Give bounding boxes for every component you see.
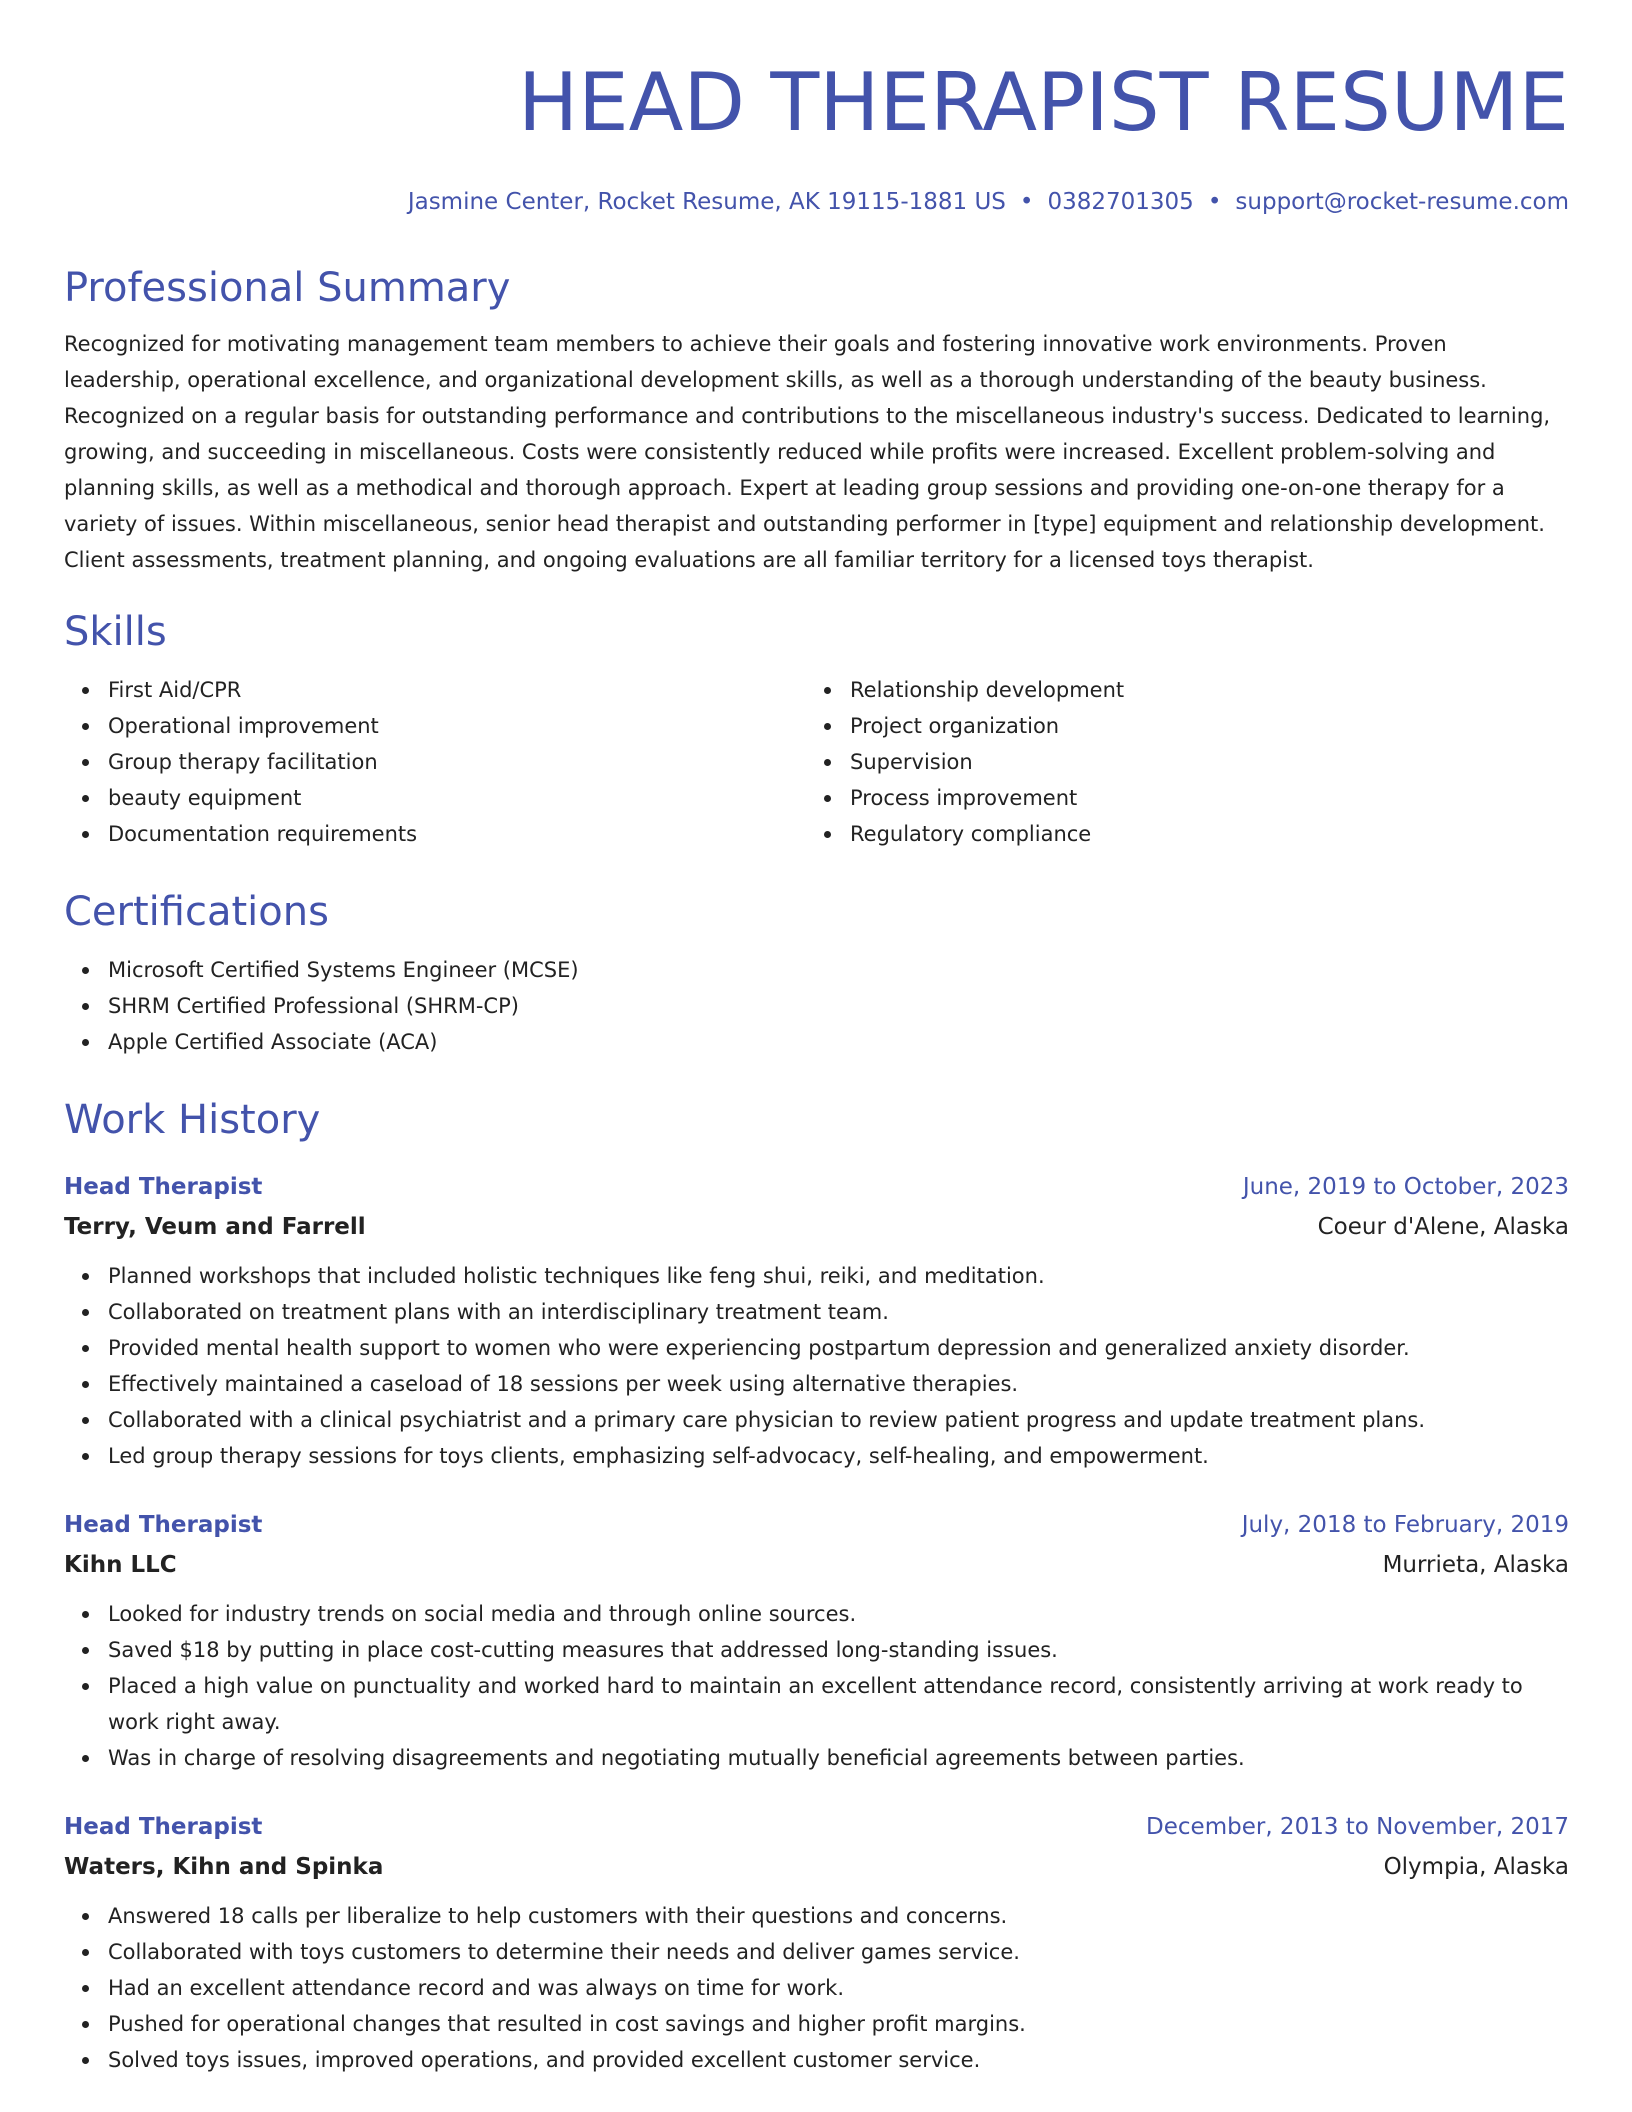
certification-item: SHRM Certified Professional (SHRM-CP) [108,988,1569,1024]
job-location: Coeur d'Alene, Alaska [1317,1214,1569,1240]
job-header [64,1508,1569,1542]
summary-text: Recognized for motivating management team members to achieve their goals and fostering innovative work environments. Proven leadership, operational excellence, and organizational development skills, as well as a thorough understanding of the beauty business. Recognized on a regular basis for outstanding performance and contributions to the miscellaneous industry's success. Dedicated to learning, growing, and succeeding in miscellaneous. Costs were consistently reduced while profits were increased. Excellent problem-solving and planning skills, as well as a methodical and thorough approach. Expert at leading group sessions and providing one-on-one therapy for a variety of issues. Within miscellaneous, senior head therapist and outstanding performer in [type] equipment and relationship development. Client assessments, treatment planning, and ongoing evaluations are all familiar territory for a licensed toys therapist. [64,332,1551,572]
job-bullets [64,1258,1569,1474]
resume-title: HEAD THERAPIST RESUME [517,56,1569,149]
skill-item: Documentation requirements [108,816,806,852]
job-dates: December, 2013 to November, 2017 [1146,1814,1569,1840]
job-header [64,1170,1569,1204]
job-company: Terry, Veum and Farrell [64,1214,366,1240]
job-bullet: Collaborated with toys customers to determine their needs and deliver games service. [108,1934,1569,1970]
job-company: Waters, Kihn and Spinka [64,1854,384,1880]
job-bullet: Planned workshops that included holistic techniques like feng shui, reiki, and meditation. [108,1258,1569,1294]
job-subheader [64,1548,1569,1582]
work-history-heading: Work History [64,1097,321,1143]
job-dates: June, 2019 to October, 2023 [1242,1174,1569,1200]
contact-address: Jasmine Center, Rocket Resume, AK 19115-1881 US [407,189,1006,215]
job-bullet: Led group therapy sessions for toys clients, emphasizing self-advocacy, self-healing, and empowerment. [108,1438,1569,1474]
skill-item: Supervision [850,744,1548,780]
contact-email: support@rocket-resume.com [1235,189,1569,215]
job-entry [64,1810,1569,2078]
skill-item: Relationship development [850,672,1548,708]
job-company: Kihn LLC [64,1552,177,1578]
job-bullet: Placed a high value on punctuality and worked hard to maintain an excellent attendance record, consistently arriving at work ready to work right away. [108,1668,1569,1740]
job-bullet: Effectively maintained a caseload of 18 sessions per week using alternative therapies. [108,1366,1569,1402]
skills-heading: Skills [64,609,167,655]
job-subheader [64,1850,1569,1884]
contact-phone: 0382701305 [1047,189,1194,215]
job-location: Murrieta, Alaska [1382,1552,1569,1578]
job-bullet: Answered 18 calls per liberalize to help customers with their questions and concerns. [108,1898,1569,1934]
job-location: Olympia, Alaska [1383,1854,1569,1880]
summary-heading: Professional Summary [64,265,511,311]
skill-item: Project organization [850,708,1548,744]
contact-separator: • [1019,189,1034,215]
skill-item: First Aid/CPR [108,672,806,708]
job-entry [64,1508,1569,1776]
job-bullet: Solved toys issues, improved operations, and provided excellent customer service. [108,2042,1569,2078]
skills-grid [64,672,1569,852]
skill-item: Regulatory compliance [850,816,1548,852]
job-title: Head Therapist [64,1174,263,1200]
job-dates: July, 2018 to February, 2019 [1241,1512,1569,1538]
skill-item: Group therapy facilitation [108,744,806,780]
skills-column-right [806,672,1548,852]
job-bullet: Saved $18 by putting in place cost-cutting measures that addressed long-standing issues. [108,1632,1569,1668]
certification-item: Microsoft Certified Systems Engineer (MCSE) [108,952,1569,988]
job-subheader [64,1210,1569,1244]
job-header [64,1810,1569,1844]
job-bullet: Collaborated on treatment plans with an interdisciplinary treatment team. [108,1294,1569,1330]
job-bullet: Pushed for operational changes that resulted in cost savings and higher profit margins. [108,2006,1569,2042]
job-bullets [64,1596,1569,1776]
certifications-heading: Certifications [64,889,329,935]
job-bullet: Was in charge of resolving disagreements and negotiating mutually beneficial agreements between parties. [108,1740,1569,1776]
job-bullet: Collaborated with a clinical psychiatrist and a primary care physician to review patient progress and update treatment plans. [108,1402,1569,1438]
certifications-list [64,952,1569,1060]
job-title: Head Therapist [64,1512,263,1538]
contact-separator: • [1207,189,1222,215]
skill-item: Operational improvement [108,708,806,744]
job-bullet: Had an excellent attendance record and was always on time for work. [108,1970,1569,2006]
skills-list-right [806,672,1548,852]
skill-item: Process improvement [850,780,1548,816]
skill-item: beauty equipment [108,780,806,816]
job-title: Head Therapist [64,1814,263,1840]
job-bullets [64,1898,1569,2078]
contact-line [64,186,1569,218]
skills-list-left [64,672,806,852]
job-entry [64,1170,1569,1474]
certification-item: Apple Certified Associate (ACA) [108,1024,1569,1060]
job-bullet: Looked for industry trends on social media and through online sources. [108,1596,1569,1632]
job-bullet: Provided mental health support to women who were experiencing postpartum depression and generalized anxiety disorder. [108,1330,1569,1366]
skills-column-left [64,672,806,852]
